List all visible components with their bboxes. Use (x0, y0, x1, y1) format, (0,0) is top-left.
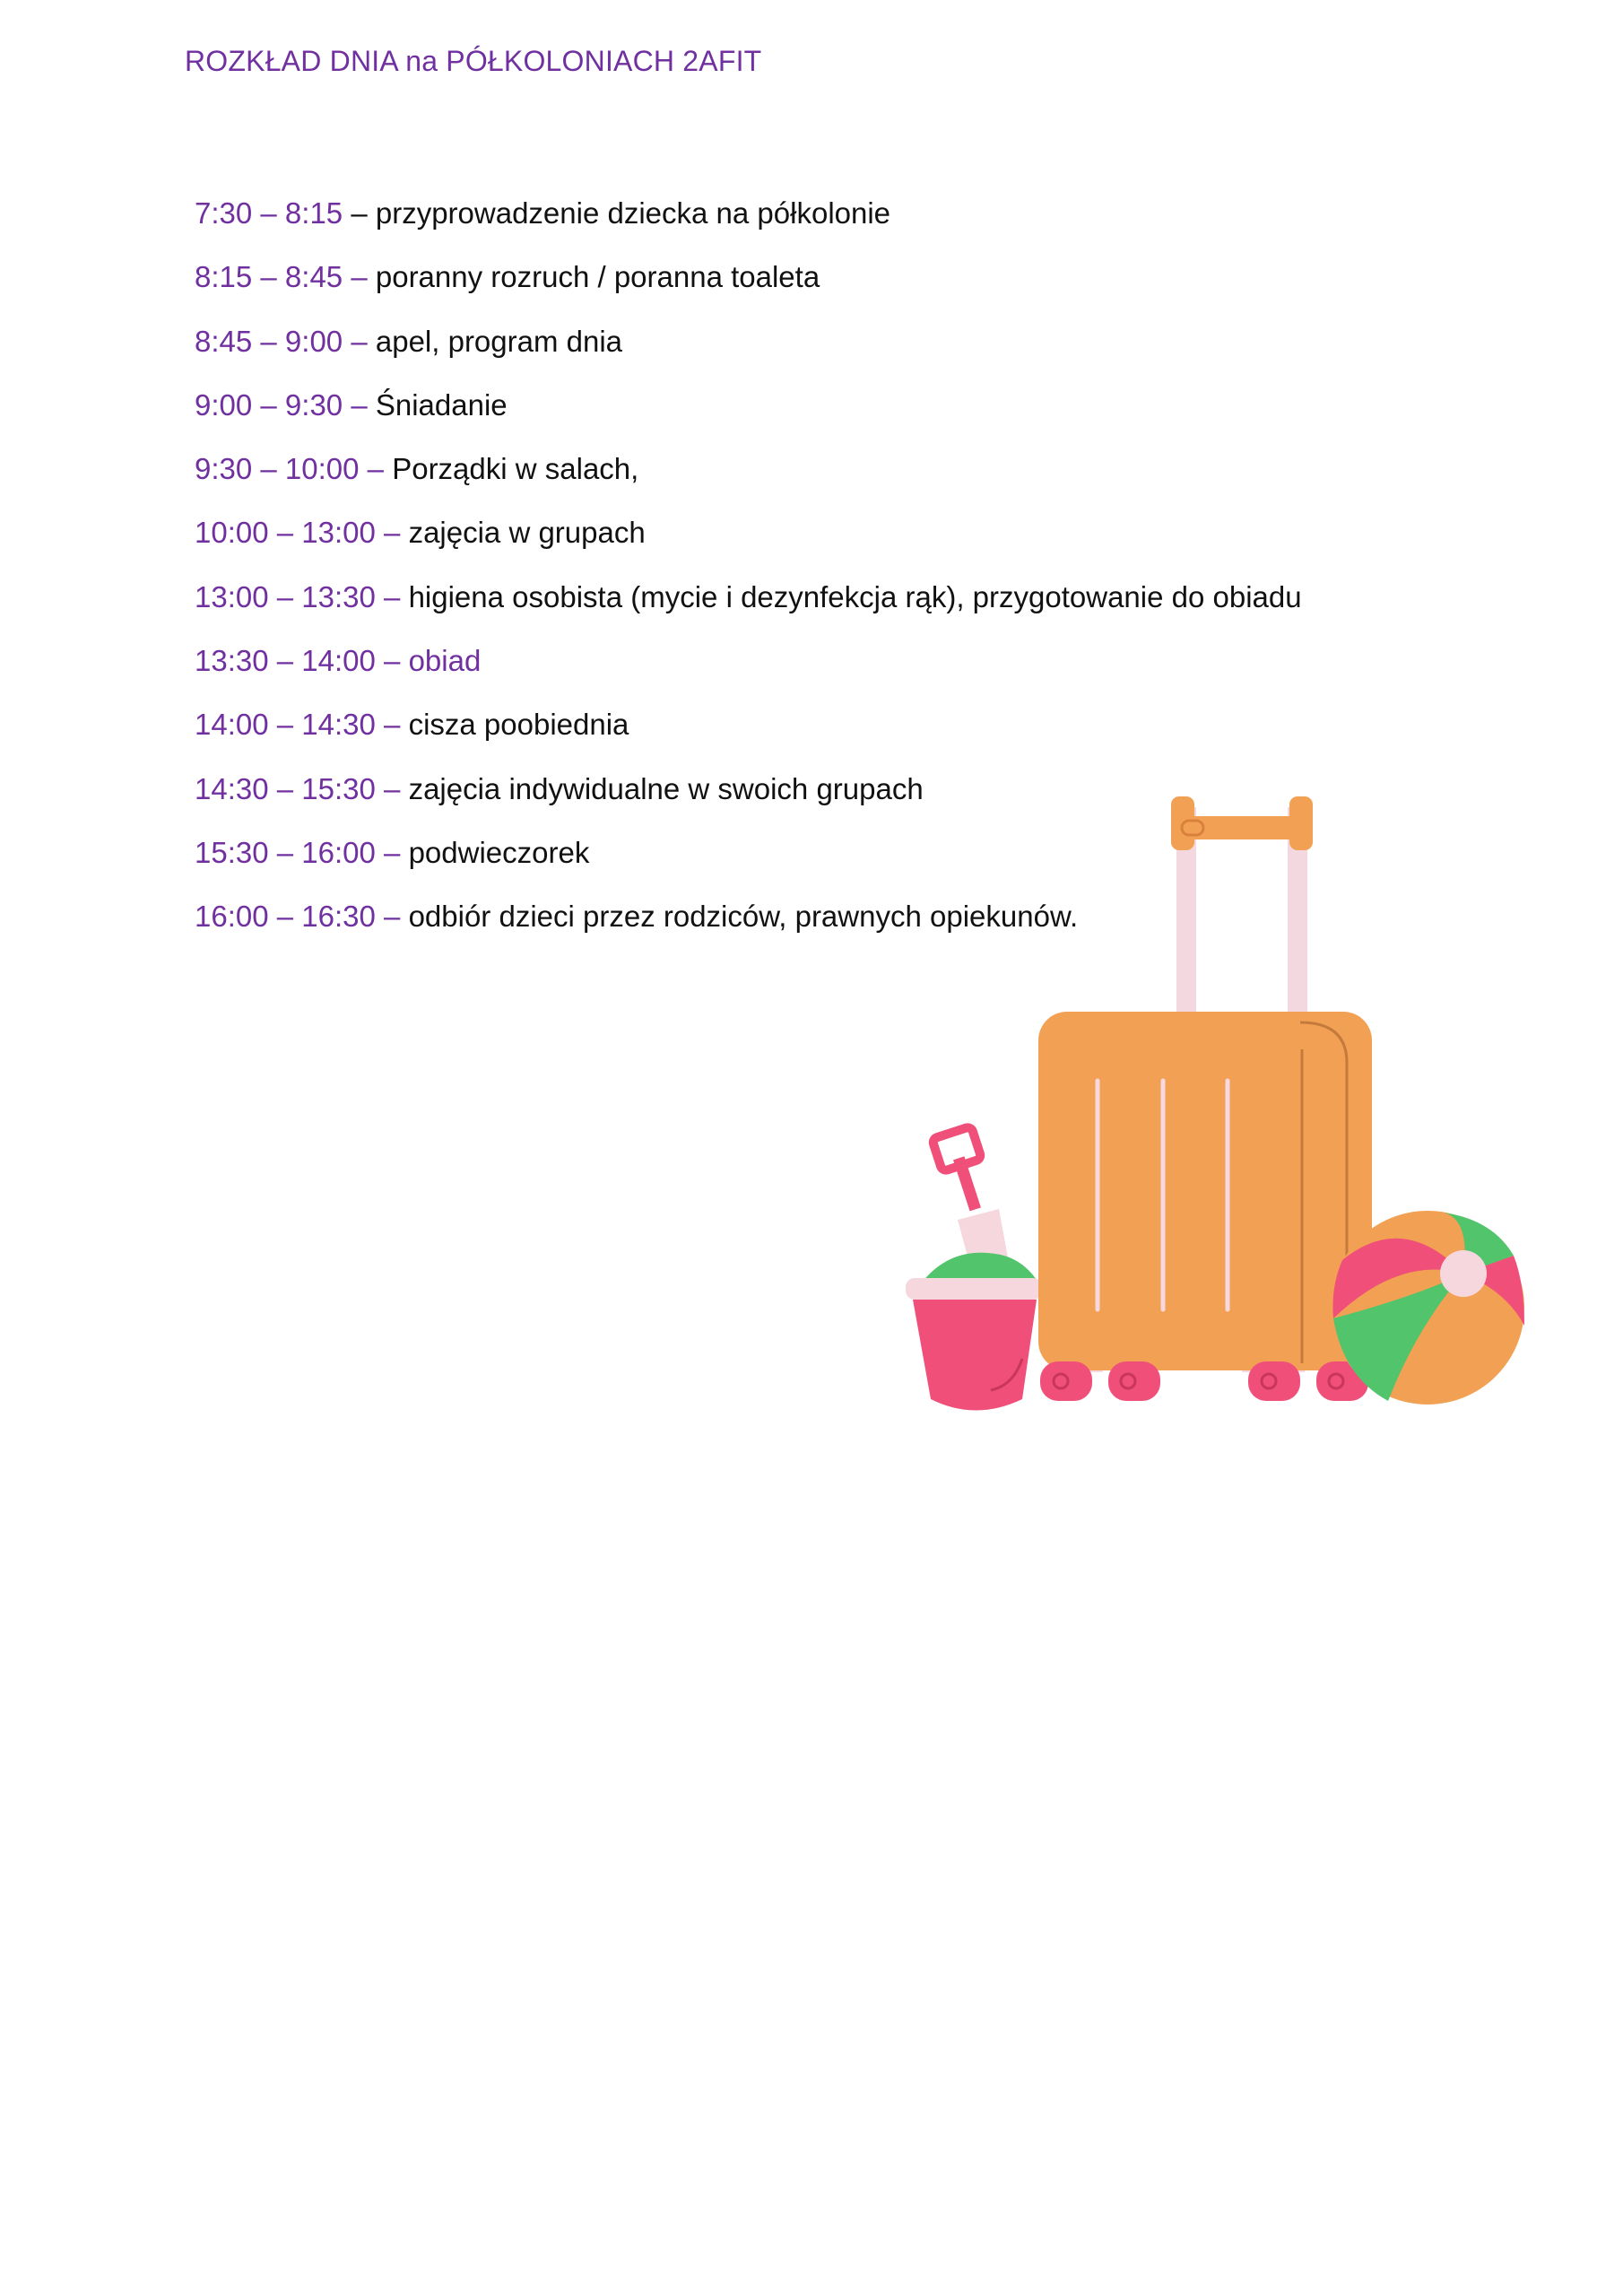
activity: cisza poobiednia (408, 708, 629, 742)
sand-bucket-icon (906, 1253, 1042, 1411)
activity: apel, program dnia (375, 324, 623, 358)
schedule-item (195, 578, 1302, 641)
separator: – (375, 644, 409, 678)
time-range: 14:00 – 14:30 (195, 708, 376, 742)
separator: – (343, 260, 376, 294)
separator: – (375, 708, 409, 742)
time-range: 9:30 – 10:00 (195, 452, 360, 486)
schedule-item (195, 641, 1302, 705)
time-range: 9:00 – 9:30 (195, 387, 343, 422)
shovel-icon (932, 1126, 1008, 1269)
separator: – (375, 579, 409, 613)
time-range: 16:00 – 16:30 (195, 900, 376, 934)
activity: odbiór dzieci przez rodziców, prawnych opiekunów. (408, 900, 1079, 934)
suitcase-handle-icon (1171, 796, 1313, 1022)
activity: Śniadanie (375, 387, 508, 422)
separator: – (375, 835, 409, 869)
separator: – (375, 771, 409, 805)
activity: obiad (408, 644, 482, 678)
activity: zajęcia indywidualne w swoich grupach (408, 771, 924, 805)
schedule-item (195, 257, 1302, 321)
time-range: 14:30 – 15:30 (195, 771, 376, 805)
beach-ball-icon (1331, 1211, 1524, 1405)
separator: – (343, 196, 376, 230)
separator: – (343, 387, 376, 422)
activity: zajęcia w grupach (408, 516, 646, 550)
activity: Porządki w salach, (392, 452, 639, 486)
schedule-item (195, 194, 1302, 257)
vacation-illustration (888, 789, 1542, 1435)
activity: poranny rozruch / poranna toaleta (375, 260, 820, 294)
separator: – (375, 516, 409, 550)
time-range: 10:00 – 13:00 (195, 516, 376, 550)
separator: – (343, 324, 376, 358)
schedule-item (195, 322, 1302, 386)
schedule-item (195, 705, 1302, 769)
page-title: ROZKŁAD DNIA na PÓŁKOLONIACH 2AFIT (185, 45, 762, 77)
activity: przyprowadzenie dziecka na półkolonie (375, 196, 891, 230)
time-range: 7:30 – 8:15 (195, 196, 343, 230)
time-range: 13:00 – 13:30 (195, 579, 376, 613)
time-range: 8:15 – 8:45 (195, 260, 343, 294)
activity: podwieczorek (408, 835, 590, 869)
schedule-item (195, 449, 1302, 513)
time-range: 13:30 – 14:00 (195, 644, 376, 678)
separator: – (359, 452, 393, 486)
activity: higiena osobista (mycie i dezynfekcja rąk), przygotowanie do obiadu (408, 579, 1302, 613)
schedule-item (195, 386, 1302, 449)
suitcase-icon (1038, 1012, 1372, 1401)
time-range: 8:45 – 9:00 (195, 324, 343, 358)
time-range: 15:30 – 16:00 (195, 835, 376, 869)
schedule-item (195, 513, 1302, 577)
separator: – (375, 900, 409, 934)
